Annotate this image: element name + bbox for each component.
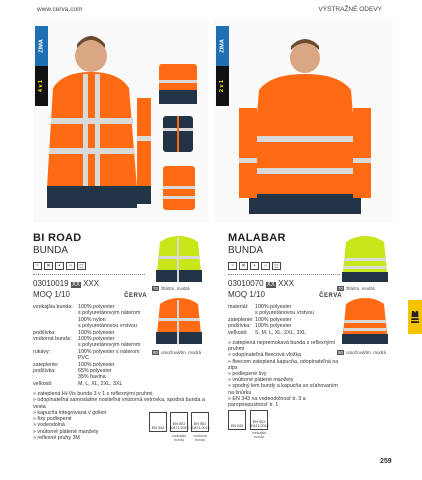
page-number: 259 bbox=[380, 458, 392, 465]
yellow-jacket-illustration bbox=[336, 232, 394, 288]
feature-item: » fleecom zateplená kapucňa, odopínateľná na zips bbox=[228, 359, 340, 371]
variant-orange-thumb bbox=[336, 294, 394, 350]
code-suffix: XXX bbox=[83, 279, 100, 288]
variant-yellow-thumb bbox=[150, 232, 208, 288]
spec-value: 100% polyester bbox=[78, 329, 115, 336]
spec-value: 100% polyester bbox=[255, 316, 292, 323]
yellow-jacket-illustration bbox=[150, 232, 208, 288]
variant-caption: 80 oranžová/tm. modrá bbox=[153, 350, 202, 355]
iron-icon: • bbox=[55, 262, 64, 270]
cert-label: vonkajšia bunda bbox=[171, 434, 187, 442]
spec-value: 100% polyester bbox=[255, 304, 292, 310]
wash-icon: ~ bbox=[228, 262, 237, 270]
spec-value: 65% polyester bbox=[78, 368, 112, 375]
spec-value: 100% nylon bbox=[78, 316, 106, 323]
spec-key: podšívka: bbox=[33, 368, 56, 375]
cert-hivis-icon: EN ISO 20471:2013 bbox=[191, 412, 209, 432]
feature-list bbox=[228, 340, 340, 408]
code-number: 03010070 bbox=[228, 279, 264, 288]
color-size-box: XX bbox=[71, 282, 80, 288]
variant-caption: 70 žltá/tm. modrá bbox=[153, 286, 190, 291]
winter-tag: ZIMA bbox=[216, 26, 229, 66]
spec-value: M, L, XL, 2XL, 3XL bbox=[78, 380, 123, 387]
spec-key: materiál: bbox=[228, 304, 249, 310]
cert-hivis-icon: EN ISO 20471:2013 bbox=[170, 412, 188, 432]
moq: MOQ 1/10 bbox=[228, 290, 265, 299]
spec-key: veľkosti: bbox=[228, 329, 248, 336]
feature-item: » EN 343 na vodeodolnosť tr. 3 a paropriepustnosť tr. 1 bbox=[228, 396, 340, 408]
orange-jacket-illustration bbox=[336, 294, 394, 350]
malabar-jacket-illustration bbox=[213, 18, 393, 223]
spec-key: vonkajšia bunda: bbox=[33, 304, 73, 310]
variant-orange-thumb bbox=[150, 294, 208, 350]
no-tumble-icon: ◻ bbox=[272, 262, 281, 270]
orange-jacket-illustration bbox=[150, 294, 208, 350]
code-suffix: XXX bbox=[278, 279, 295, 288]
category-tab bbox=[408, 300, 422, 334]
variant-yellow-thumb bbox=[336, 232, 394, 288]
spec-value: s polyuretánovou vrstvou bbox=[255, 310, 314, 317]
product-type: BUNDA bbox=[33, 245, 69, 256]
spec-value: 100% polyester bbox=[78, 336, 115, 343]
no-bleach-icon: ✕ bbox=[239, 262, 248, 270]
spec-value: 100% polyester bbox=[78, 361, 115, 368]
spec-key: rukávy: bbox=[33, 348, 51, 355]
product-name: BI ROAD bbox=[33, 232, 82, 244]
cert-en343-icon: EN 343 bbox=[149, 412, 167, 432]
spec-key: veľkosti: bbox=[33, 380, 53, 387]
spec-key: podšívka: bbox=[228, 323, 251, 330]
spec-value: s polyuretánovým náterom bbox=[78, 310, 141, 317]
cert-label: vnútorná bunda bbox=[193, 434, 207, 442]
cert-label: vonkajšia bunda bbox=[251, 431, 267, 439]
spec-value: 100% polyester bbox=[78, 304, 115, 310]
moq: MOQ 1/10 bbox=[33, 290, 70, 299]
feature-item: » zateplená nepremokavá bunda s reflexnými pruhmi bbox=[228, 340, 340, 352]
spec-value: PVC bbox=[78, 355, 89, 362]
product-type: BUNDA bbox=[228, 245, 264, 256]
spec-key: podšívka: bbox=[33, 329, 56, 336]
spec-row bbox=[33, 381, 209, 387]
malabar-photo bbox=[213, 18, 393, 223]
no-dryclean-icon: ○ bbox=[66, 262, 75, 270]
spec-value: 35% bavlna bbox=[78, 374, 106, 381]
variant-caption: 70 žltá/tm. modrá bbox=[338, 286, 375, 291]
spec-key: zateplenie: bbox=[33, 361, 59, 368]
spec-key: zateplenie: bbox=[228, 316, 254, 323]
feature-item: » reflexné pruhy 3M bbox=[33, 435, 209, 441]
feature-item: » vnútorné plátené manžety bbox=[33, 429, 209, 435]
spec-value: S, M, L, XL, 2XL, 3XL bbox=[255, 329, 306, 336]
iron-icon: • bbox=[250, 262, 259, 270]
winter-tag: ZIMA bbox=[35, 26, 48, 66]
feature-item: » odopínateľná samostatne nositeľná vnútorná vetrovka, spodná bunda a vesta bbox=[33, 397, 209, 409]
feature-item: » fixy podlepené bbox=[33, 416, 209, 422]
feature-item: » spodný lem bundy a kapucňa so sťahovaním na šnúrku bbox=[228, 383, 340, 395]
feature-item: » odopínateľná fleecová vložka bbox=[228, 352, 340, 358]
section-title: VÝSTRAŽNÉ ODEVY bbox=[318, 6, 382, 13]
combo-tag: 4 v 1 bbox=[35, 66, 48, 106]
spec-value: 100% polyester bbox=[255, 323, 292, 330]
vest-icon bbox=[410, 310, 420, 324]
spec-value: s polyuretánovým náterom bbox=[78, 342, 141, 349]
brand-logo: ČERVA bbox=[124, 293, 148, 299]
feature-item: » vnútorné plátené manžety bbox=[228, 377, 340, 383]
bi-road-jacket-illustration bbox=[33, 18, 209, 223]
color-size-box: XX bbox=[266, 282, 275, 288]
feature-item: » podlepené švy bbox=[228, 371, 340, 377]
feature-item: » vodeodolná bbox=[33, 422, 209, 428]
wash-icon: ~ bbox=[33, 262, 42, 270]
cert-hivis-icon: EN ISO 20471:2013 bbox=[250, 410, 268, 430]
spec-key: vnútorná bunda: bbox=[33, 336, 72, 343]
feature-item: » zateplená Hi-Vis bunda 3 v 1 s reflexnými pruhmi bbox=[33, 391, 209, 397]
no-tumble-icon: ◻ bbox=[77, 262, 86, 270]
bi-road-photo bbox=[33, 18, 209, 223]
combo-tag: 2 v 1 bbox=[216, 66, 229, 106]
brand-logo: ČERVA bbox=[319, 293, 343, 299]
cert-en343-icon: EN 343 bbox=[228, 410, 246, 430]
product-name: MALABAR bbox=[228, 232, 286, 244]
divider bbox=[228, 274, 340, 275]
spec-value: s polyuretánovou vrstvou bbox=[78, 323, 137, 330]
site-url: www.cerva.com bbox=[37, 6, 83, 13]
feature-item: » kapucňa integrovaná v golieri bbox=[33, 410, 209, 416]
code-number: 03010019 bbox=[33, 279, 69, 288]
variant-caption: 80 oranžová/tm. modrá bbox=[338, 350, 387, 355]
divider bbox=[33, 274, 145, 275]
spec-value: 100% polyester s náterom bbox=[78, 348, 140, 355]
no-dryclean-icon: ○ bbox=[261, 262, 270, 270]
no-bleach-icon: ✕ bbox=[44, 262, 53, 270]
